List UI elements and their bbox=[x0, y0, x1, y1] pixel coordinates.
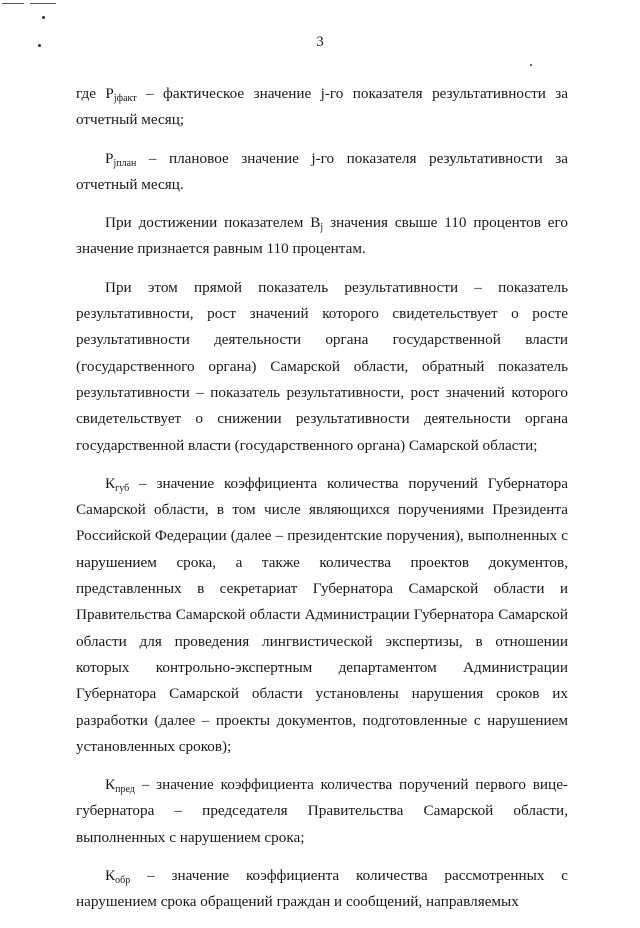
formula-subscript: губ bbox=[115, 482, 130, 494]
paragraph-k-pred bbox=[76, 772, 568, 851]
formula-subscript: обр bbox=[115, 875, 131, 887]
page-number: 3 bbox=[316, 34, 324, 50]
paragraph-text: – плановое значение j-го показателя результативности за отчетный месяц. bbox=[76, 149, 568, 193]
paragraph-p-fact bbox=[76, 81, 568, 134]
formula-symbol: К bbox=[105, 867, 116, 885]
paragraph-text: При этом прямой показатель результативности – показатель результативности, рост значений которого свидетельствует о росте результативности деятельности органа государственной власти (государственного органа) Самарской области, обратный показатель результативности – показатель результативности, рост значений которого свидетельствует о снижении результативности деятельности органа государственной власти (государственного органа) Самарской области; bbox=[76, 278, 568, 454]
formula-subscript: j bbox=[320, 222, 324, 234]
formula-subscript: jфакт bbox=[113, 93, 137, 104]
paragraph-k-gub bbox=[76, 471, 568, 760]
formula-symbol: P bbox=[105, 85, 114, 102]
scan-corner-mark bbox=[0, 0, 60, 14]
paragraph-direct-indicator bbox=[76, 275, 568, 459]
paragraph-text: – фактическое значение j-го показателя результативности за отчетный месяц; bbox=[76, 85, 568, 129]
scan-dot bbox=[530, 64, 532, 66]
formula-subscript: пред bbox=[115, 784, 135, 796]
paragraph-text: При достижении показателем B bbox=[105, 214, 321, 232]
scan-dot bbox=[42, 16, 45, 19]
text-prefix: где bbox=[76, 85, 106, 102]
paragraph-k-obr bbox=[76, 863, 568, 916]
paragraph-p-plan bbox=[76, 146, 568, 199]
formula-symbol: К bbox=[105, 776, 116, 794]
formula-symbol: К bbox=[105, 474, 116, 492]
paragraph-text: – значение коэффициента количества поручений первого вице-губернатора – председателя Правительства Самарской области, выполненных с нарушением срока; bbox=[76, 776, 568, 846]
paragraph-text: – значение коэффициента количества поручений Губернатора Самарской области, в том числе являющихся поручениями Президента Российской Федерации (далее – президентские поручения), выполненных с нарушением срока, а также количества проектов документов, представленных в секретариат Губернатора Самарской области и Правительства Самарской области Администрации Губернатора Самарской области для проведения лингвистической экспертизы, в отношении которых контрольно-экспертным департаментом Администрации Губернатора Самарской области установлены нарушения сроков их разработки (далее – проекты документов, подготовленные с нарушением установленных сроков); bbox=[76, 474, 568, 755]
paragraph-text: – значение коэффициента количества рассмотренных с нарушением срока обращений граждан и сообщений, направляемых bbox=[76, 867, 568, 911]
formula-subscript: jплан bbox=[113, 157, 137, 169]
paragraph-threshold bbox=[76, 210, 568, 263]
paragraph-text: значения свыше 110 процентов его значение признается равным 110 процентам. bbox=[76, 214, 568, 258]
formula-symbol: P bbox=[105, 149, 114, 167]
document-body bbox=[76, 81, 568, 928]
